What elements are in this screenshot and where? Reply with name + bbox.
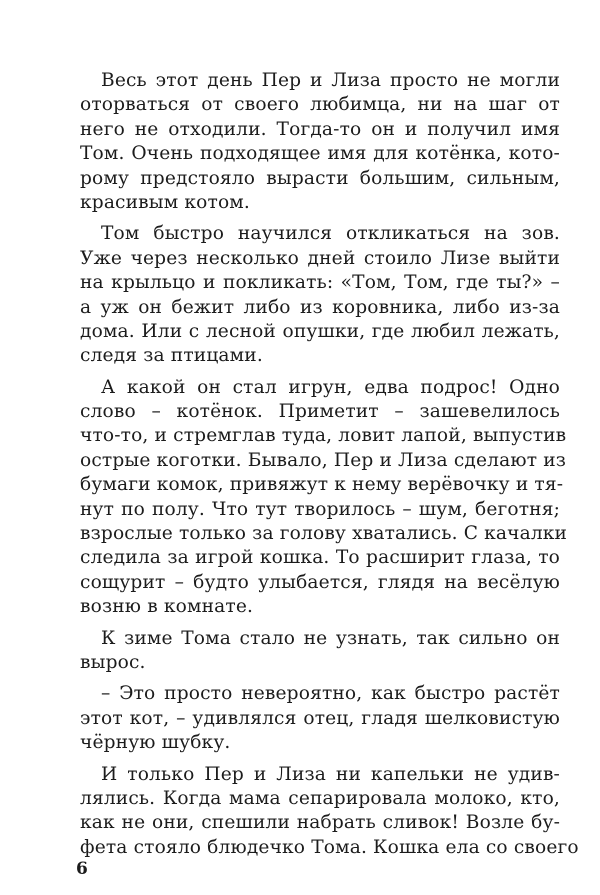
paragraph-6 <box>80 763 579 861</box>
body-text <box>80 69 579 860</box>
text-line: красивым котом. <box>80 191 250 213</box>
page-number: 6 <box>76 859 88 879</box>
text-line: чёрную шубку. <box>80 732 231 754</box>
paragraph-5 <box>80 682 560 755</box>
text-line: Том быстро научился откликаться на зов. <box>101 223 560 245</box>
paragraph-3 <box>80 376 568 620</box>
text-line: лялись. Когда мама сепарировала молоко, кто, <box>80 787 560 809</box>
paragraph-2 <box>80 222 560 368</box>
text-line: на крыльцо и покликать: «Том, Том, где ты?» – <box>80 272 560 294</box>
text-line: Уже через несколько дней стоило Лизе выйти <box>80 247 560 269</box>
text-line: Том. Очень подходящее имя для котёнка, кото- <box>80 143 560 165</box>
text-line: следя за птицами. <box>80 345 263 367</box>
text-line: этот кот, – удивлялся отец, гладя шелковистую <box>80 707 560 729</box>
text-line: слово – котёнок. Приметит – зашевелилось <box>80 401 560 423</box>
text-line: фета стояло блюдечко Тома. Кошка ела со своего <box>80 836 579 858</box>
text-line: И только Пер и Лиза ни капельки не удив- <box>101 763 560 785</box>
text-line: Весь этот день Пер и Лиза просто не могли <box>101 70 560 91</box>
text-line: К зиме Тома стало не узнать, так сильно он <box>101 627 560 649</box>
text-line: – Это просто невероятно, как быстро растёт <box>101 683 560 705</box>
paragraph-1 <box>80 69 560 215</box>
text-line: а уж он бежит либо из коровника, либо из-за <box>80 296 560 318</box>
text-line: А какой он стал игрун, едва подрос! Одно <box>101 376 560 398</box>
text-line: рому предстояло вырасти большим, сильным, <box>80 167 560 189</box>
text-line: нут по полу. Что тут творилось – шум, беготня; <box>80 498 560 520</box>
text-line: что-то, и стремглав туда, ловит лапой, выпустив <box>80 425 567 447</box>
text-line: бумаги комок, привяжут к нему верёвочку и тя- <box>80 474 564 496</box>
text-line: как не они, спешили набрать сливок! Возле бу- <box>80 812 560 834</box>
text-line: сощурит – будто улыбается, глядя на весёлую <box>80 571 560 593</box>
text-line: возню в комнате. <box>80 596 254 618</box>
paragraph-4 <box>80 627 560 676</box>
text-line: оторваться от своего любимца, ни на шаг от <box>80 94 560 116</box>
text-line: него не отходили. Тогда-то он и получил имя <box>80 118 560 140</box>
text-line: следила за игрой кошка. То расширит глаза, то <box>80 547 560 569</box>
text-line: взрослые только за голову хватались. С качалки <box>80 523 568 545</box>
text-line: дома. Или с лесной опушки, где любил лежать, <box>80 320 560 342</box>
text-line: острые коготки. Бывало, Пер и Лиза сделают из <box>80 449 567 471</box>
text-line: вырос. <box>80 651 146 673</box>
